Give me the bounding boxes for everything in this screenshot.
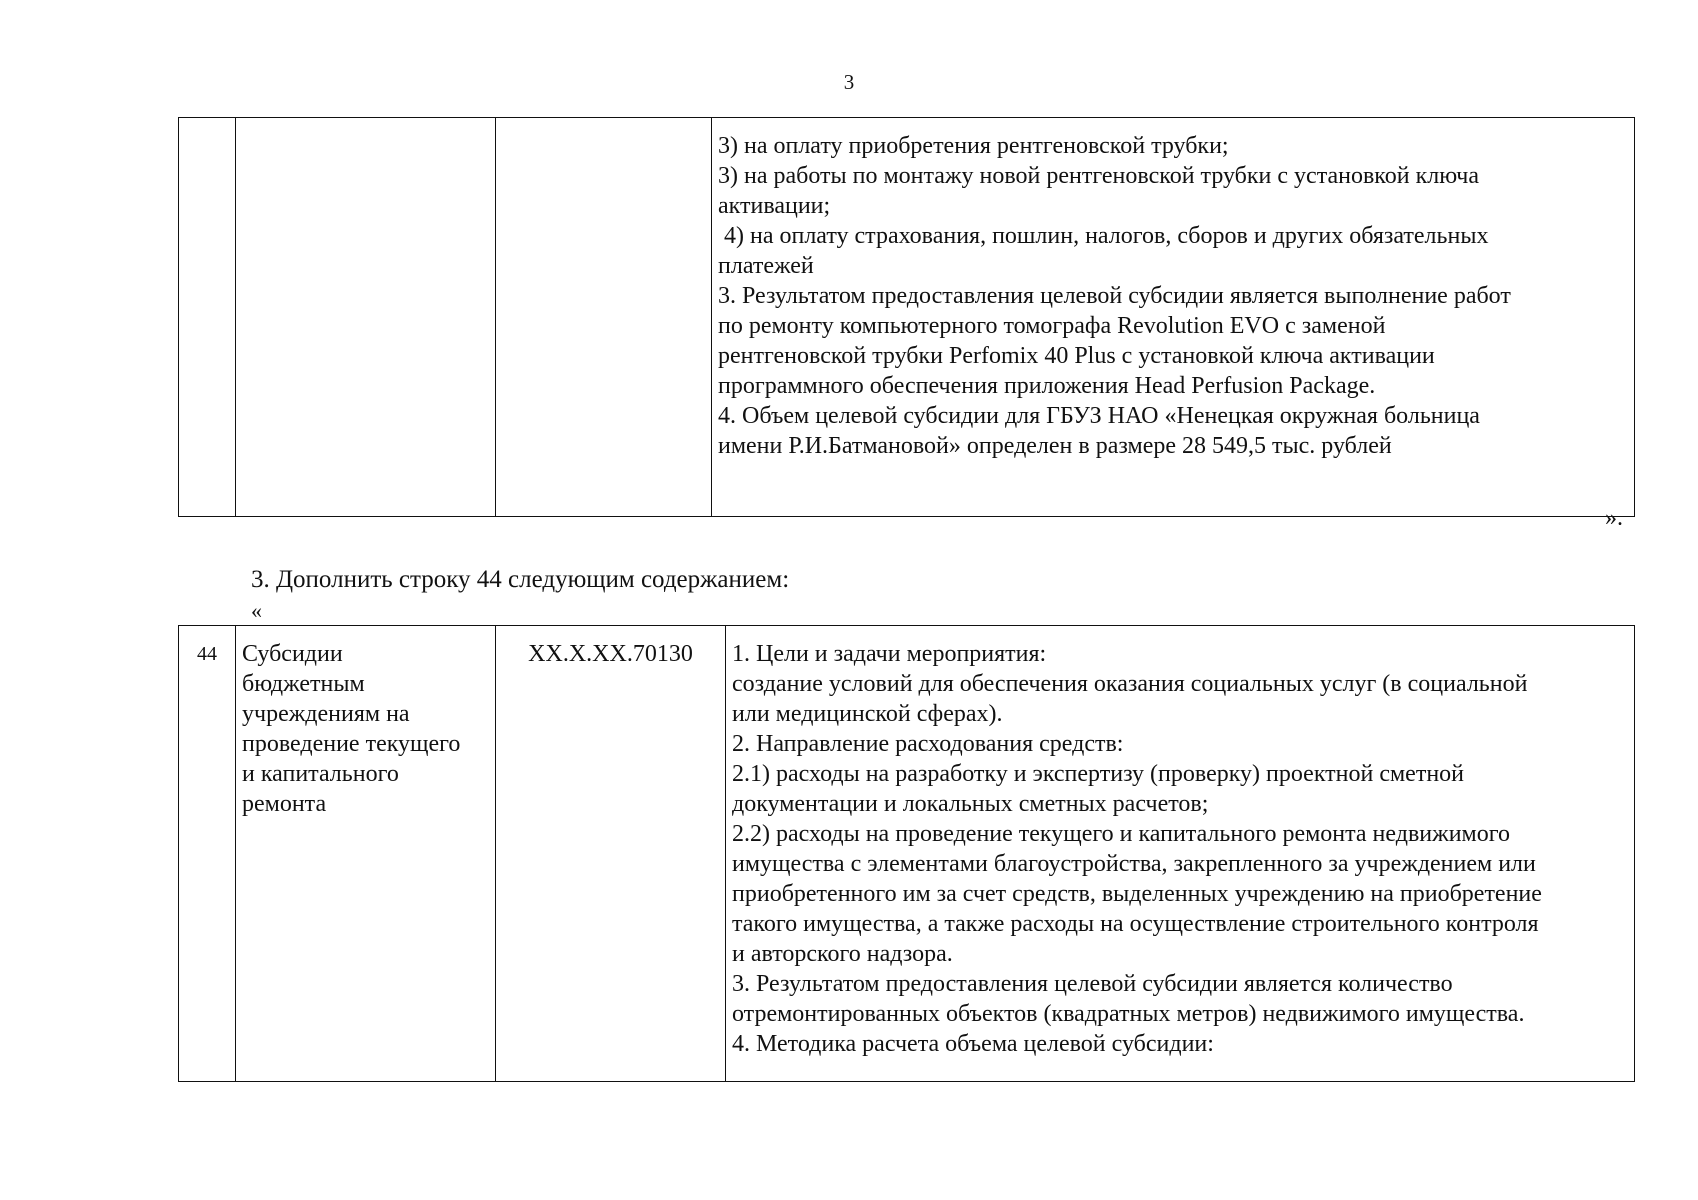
name-cell: [236, 626, 496, 1082]
page-number: 3: [843, 70, 855, 94]
content-line: и авторского надзора.: [732, 941, 953, 967]
content-line: платежей: [718, 253, 814, 279]
content-line: создание условий для обеспечения оказания социальных услуг (в социальной: [732, 671, 1528, 697]
name-line: и капитального: [242, 761, 399, 787]
continuation-table: [178, 117, 1635, 517]
name-line: проведение текущего: [242, 731, 461, 757]
content-line: приобретенного им за счет средств, выделенных учреждению на приобретение: [732, 881, 1542, 907]
content-line: программного обеспечения приложения Head Perfusion Package.: [718, 373, 1376, 399]
content-line: рентгеновской трубки Perfomix 40 Plus с установкой ключа активации: [718, 343, 1435, 369]
row-number: 44: [179, 626, 236, 1082]
content-line: 3. Результатом предоставления целевой субсидии является количество: [732, 971, 1453, 997]
opening-quote: «: [251, 598, 262, 623]
content-cell: [712, 118, 1635, 517]
content-line: или медицинской сферах).: [732, 701, 1003, 727]
table-row: [179, 626, 1635, 1082]
name-line: учреждениям на: [242, 701, 410, 727]
code-cell: XX.X.XX.70130: [496, 626, 726, 1082]
content-line: 4. Методика расчета объема целевой субсидии:: [732, 1031, 1214, 1057]
instruction-text: 3. Дополнить строку 44 следующим содержанием:: [251, 566, 790, 593]
content-line: по ремонту компьютерного томографа Revolution EVO с заменой: [718, 313, 1386, 339]
name-cell: [236, 118, 496, 517]
content-line: документации и локальных сметных расчетов;: [732, 791, 1209, 817]
content-line: такого имущества, а также расходы на осуществление строительного контроля: [732, 911, 1539, 937]
number-cell: [179, 118, 236, 517]
content-line: 4) на оплату страхования, пошлин, налогов, сборов и других обязательных: [718, 223, 1489, 249]
content-line: 2. Направление расходования средств:: [732, 731, 1124, 757]
closing-quote: ».: [1605, 505, 1623, 531]
name-line: ремонта: [242, 791, 327, 817]
content-line: активации;: [718, 193, 831, 219]
content-line: 2.2) расходы на проведение текущего и капитального ремонта недвижимого: [732, 821, 1510, 847]
code-cell: [496, 118, 712, 517]
content-line: имущества с элементами благоустройства, закрепленного за учреждением или: [732, 851, 1536, 877]
name-line: Субсидии: [242, 641, 343, 667]
table-row: [179, 118, 1635, 517]
content-line: 3) на оплату приобретения рентгеновской трубки;: [718, 133, 1229, 159]
content-line: отремонтированных объектов (квадратных метров) недвижимого имущества.: [732, 1001, 1525, 1027]
content-line: имени Р.И.Батмановой» определен в размере 28 549,5 тыс. рублей: [718, 433, 1392, 459]
content-line: 3. Результатом предоставления целевой субсидии является выполнение работ: [718, 283, 1511, 309]
content-line: 3) на работы по монтажу новой рентгеновской трубки с установкой ключа: [718, 163, 1479, 189]
content-line: 2.1) расходы на разработку и экспертизу (проверку) проектной сметной: [732, 761, 1465, 787]
content-line: 1. Цели и задачи мероприятия:: [732, 641, 1047, 667]
name-line: бюджетным: [242, 671, 365, 697]
content-cell: [726, 626, 1635, 1082]
row-44-table: [178, 625, 1635, 1082]
content-line: 4. Объем целевой субсидии для ГБУЗ НАО «Ненецкая окружная больница: [718, 403, 1480, 429]
